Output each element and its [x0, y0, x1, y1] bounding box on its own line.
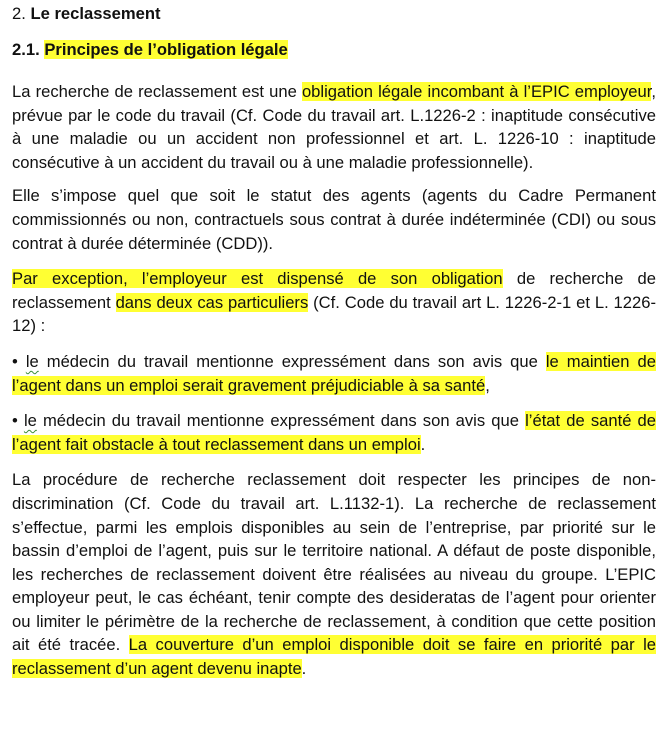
para4-before: La procédure de recherche reclassement doit respecter les principes de non-discrimination (Cf. Code du travail art. L.1132-1). La recherche de reclassement s’effectue, parmi les emplois disponibles au sein de l’entreprise, par priorité sur le bassin d’emploi de l’agent, puis sur le territoire national. A défaut de poste disponible, les recherches de reclassement doivent être réalisées au niveau du groupe. L’EPIC employeur peut, le cas échéant, tenir compte des desideratas de l’agent pour orienter ou limiter le périmètre de la recherche de reclassement, à condition que cette position ait été tracée.: [12, 470, 656, 655]
para3-highlight1: Par exception, l’employeur est dispensé de son obligation: [12, 269, 503, 289]
para1-highlight: obligation légale incombant à l’EPIC employeur: [301, 82, 652, 101]
bullet2-highlight: l’état de santé de l’agent fait obstacle à tout reclassement dans un emploi: [12, 411, 656, 454]
bullet2-le: le: [23, 411, 37, 431]
para3-highlight2: dans deux cas particuliers: [115, 292, 309, 312]
section-title: Le reclassement: [30, 4, 161, 23]
para1-after: , prévue par le code du travail (Cf. Code du travail art. L.1226-2 : inaptitude consécutive à une maladie ou un accident non professionnel et art. L. 1226-10 : inaptitude consécutive à un accident du travail ou à une maladie professionnelle).: [12, 82, 656, 172]
bullet1-le: le: [25, 351, 39, 371]
bullet-icon: •: [12, 411, 18, 431]
subsection-heading: [12, 38, 656, 62]
para2-text: Elle s’impose quel que soit le statut des agents (agents du Cadre Permanent commissionnés ou non, contractuels sous contrat à durée indéterminée (CDI) ou sous contrat à durée déterminée (CDD)).: [12, 186, 656, 253]
para1-before: La recherche de reclassement est une: [12, 82, 302, 101]
bullet1-highlight: le maintien de l’agent dans un emploi serait gravement préjudiciable à sa santé: [12, 351, 656, 395]
bullet1-after: ,: [485, 375, 490, 395]
para3-after: (Cf. Code du travail art L. 1226-2-1 et L. 1226-12) :: [12, 292, 657, 336]
paragraph-legal-obligation: [12, 80, 656, 174]
document-page: [12, 2, 656, 681]
bullet1-before: médecin du travail mentionne expressément dans son avis que: [38, 351, 546, 371]
para4-highlight: La couverture d’un emploi disponible doit se faire en priorité par le reclassement d’un agent devenu inapte: [12, 635, 656, 679]
bullet2-after: .: [420, 434, 426, 454]
subsection-title: Principes de l’obligation légale: [44, 40, 288, 59]
para4-after: .: [301, 659, 307, 679]
bullet-item-maintien: [12, 350, 656, 397]
bullet2-before: médecin du travail mentionne expressément dans son avis que: [36, 411, 526, 431]
paragraph-agent-status: [12, 184, 656, 255]
para3-middle: de recherche de reclassement: [12, 269, 656, 312]
bullet-item-etat-sante: [12, 409, 656, 456]
bullet-icon: •: [12, 351, 18, 371]
section-number: 2.: [12, 4, 26, 23]
section-heading: [12, 2, 656, 26]
paragraph-procedure: [12, 468, 656, 680]
paragraph-exception: [12, 267, 656, 338]
subsection-number: 2.1.: [12, 40, 40, 59]
